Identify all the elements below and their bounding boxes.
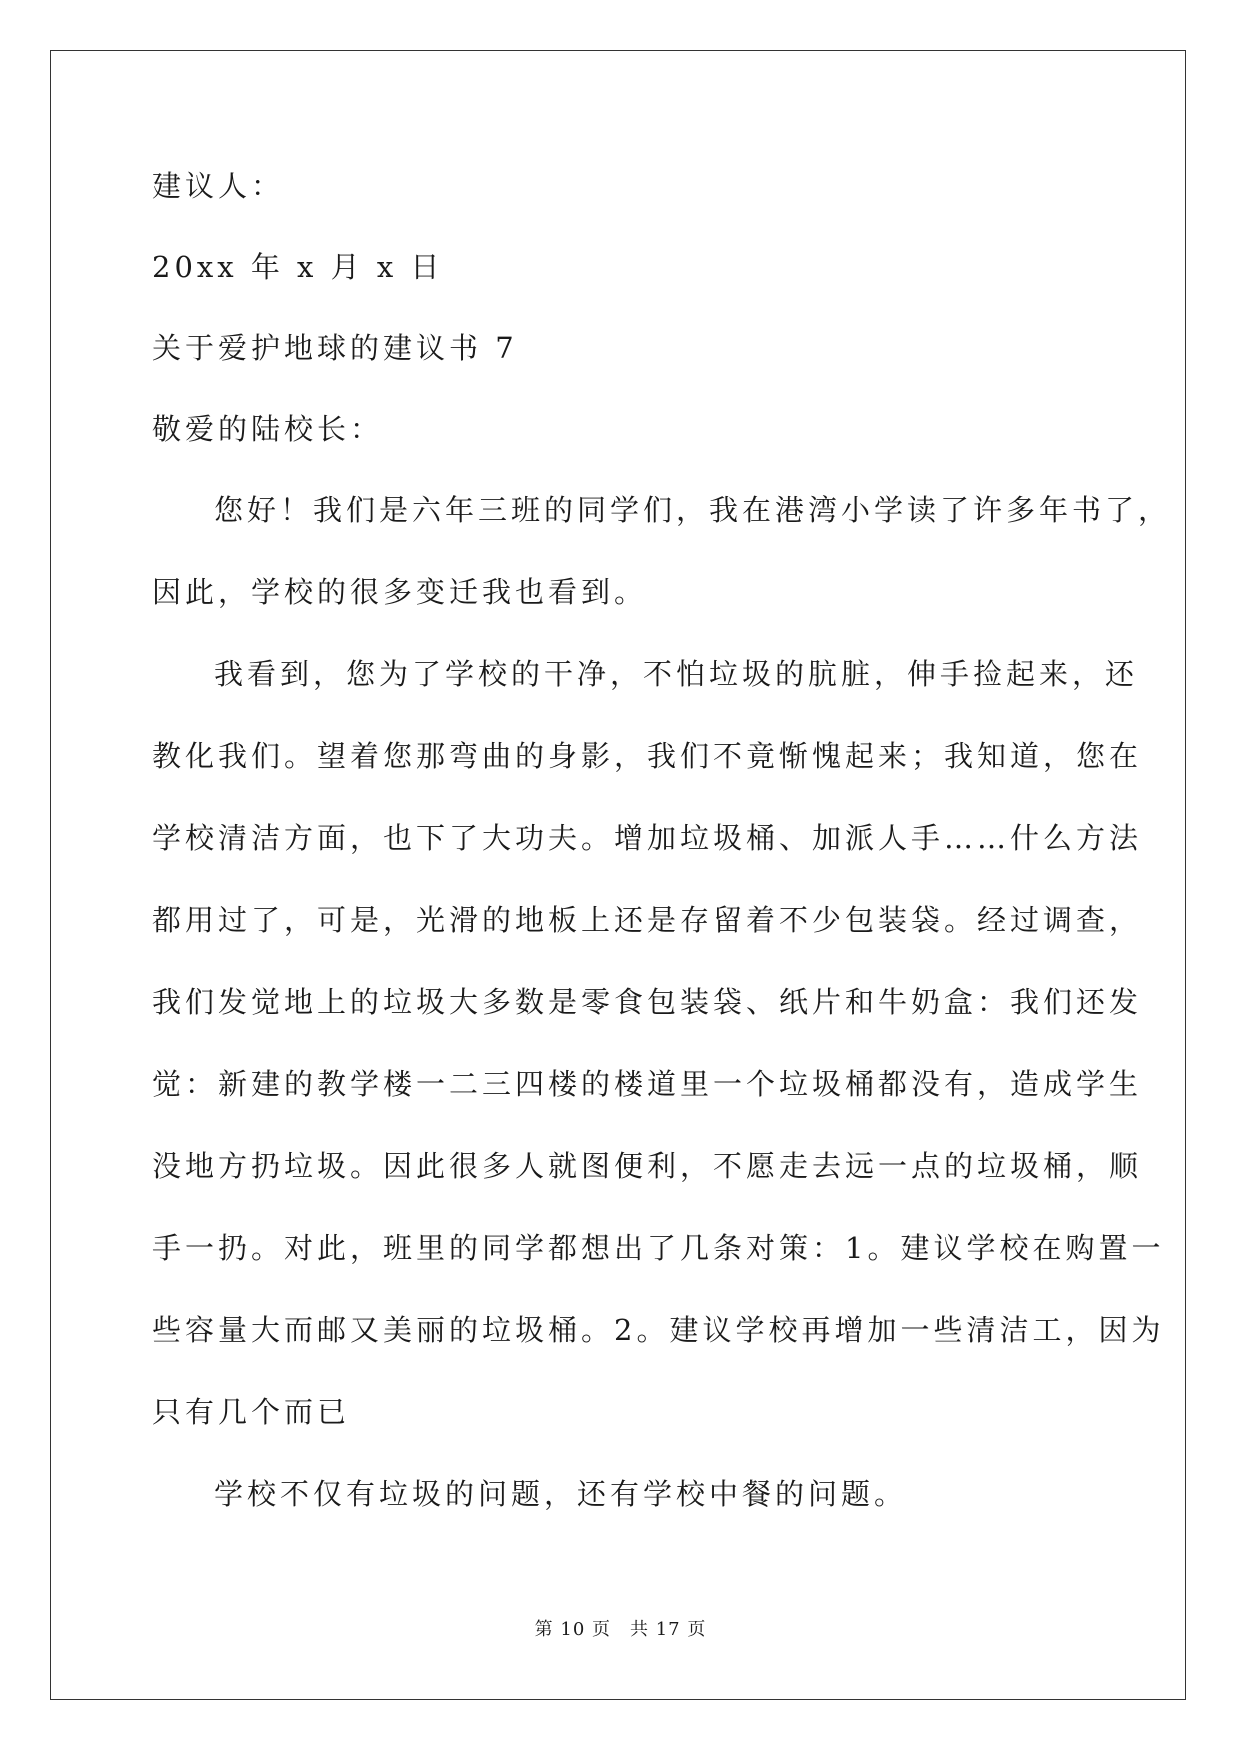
paragraph-line: 教化我们。望着您那弯曲的身影，我们不竟惭愧起来；我知道，您在 <box>152 739 1143 773</box>
paragraph-line: 觉：新建的教学楼一二三四楼的楼道里一个垃圾桶都没有，造成学生 <box>152 1067 1143 1101</box>
paragraph-line: 学校不仅有垃圾的问题，还有学校中餐的问题。 <box>214 1477 908 1511</box>
salutation: 敬爱的陆校长： <box>152 412 384 446</box>
paragraph-observation <box>152 653 1165 1473</box>
paragraph-lunch <box>152 1473 1092 1555</box>
paragraph-line: 些容量大而邮又美丽的垃圾桶。2。建议学校再增加一些清洁工，因为 <box>152 1313 1165 1347</box>
paragraph-line: 没地方扔垃圾。因此很多人就图便利，不愿走去远一点的垃圾桶，顺 <box>152 1149 1143 1183</box>
paragraph-line: 只有几个而已 <box>152 1395 351 1429</box>
paragraph-line: 我看到，您为了学校的干净，不怕垃圾的肮脏，伸手捡起来，还 <box>214 657 1139 691</box>
page-number: 第 10 页 共 17 页 <box>534 1619 707 1640</box>
document-body <box>152 165 1172 1555</box>
paragraph-line: 手一扔。对此，班里的同学都想出了几条对策：1。建议学校在购置一 <box>152 1231 1165 1265</box>
paragraph-line: 您好！我们是六年三班的同学们，我在港湾小学读了许多年书了， <box>214 493 1172 527</box>
proposer-line: 建议人： <box>152 169 285 203</box>
paragraph-line: 学校清洁方面，也下了大功夫。增加垃圾桶、加派人手……什么方法 <box>152 821 1143 855</box>
paragraph-line: 都用过了，可是，光滑的地板上还是存留着不少包装袋。经过调查， <box>152 903 1143 937</box>
document-title: 关于爱护地球的建议书 7 <box>152 331 518 365</box>
date-line: 20xx 年 x 月 x 日 <box>152 250 444 284</box>
paragraph-greeting <box>152 489 1172 653</box>
paragraph-line: 因此，学校的很多变迁我也看到。 <box>152 575 648 609</box>
paragraph-line: 我们发觉地上的垃圾大多数是零食包装袋、纸片和牛奶盒：我们还发 <box>152 985 1143 1019</box>
